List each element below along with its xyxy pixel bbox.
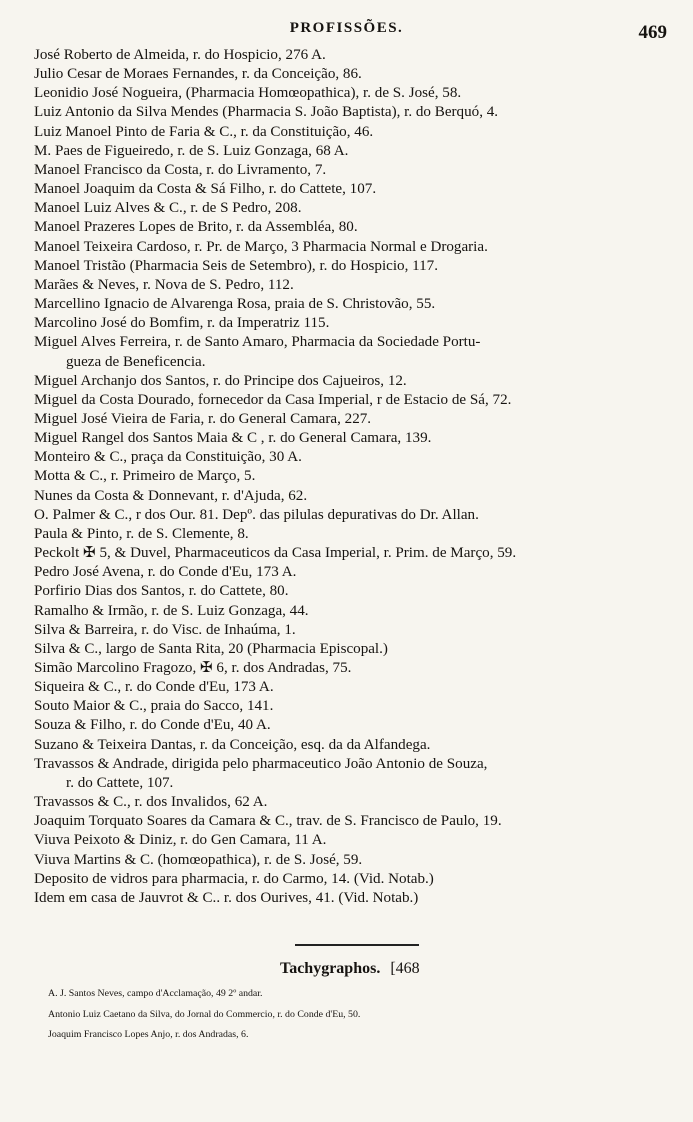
list-item: Luiz Manoel Pinto de Faria & C., r. da Constituição, 46. — [34, 123, 374, 140]
list-item: O. Palmer & C., r dos Our. 81. Depº. das pilulas depurativas do Dr. Allan. — [34, 506, 479, 523]
list-item: Manoel Luiz Alves & C., r. de S Pedro, 208. — [34, 200, 302, 217]
page-number: 469 — [638, 22, 667, 43]
list-item: Miguel Archanjo dos Santos, r. do Principe dos Cajueiros, 12. — [34, 372, 407, 389]
section-entry-list — [48, 984, 688, 1046]
section-reference: [468 — [390, 960, 420, 977]
page-title: PROFISSÕES. — [289, 20, 404, 36]
list-item-continuation: r. do Cattete, 107. — [66, 774, 174, 791]
list-item: Souza & Filho, r. do Conde d'Eu, 40 A. — [34, 717, 271, 734]
list-item: Travassos & Andrade, dirigida pelo pharmaceutico João Antonio de Souza, — [34, 755, 488, 772]
list-item: Nunes da Costa & Donnevant, r. d'Ajuda, 62. — [34, 487, 308, 504]
list-item: Marães & Neves, r. Nova de S. Pedro, 112. — [34, 276, 294, 293]
list-item: Souto Maior & C., praia do Sacco, 141. — [34, 698, 274, 715]
list-item: Pedro José Avena, r. do Conde d'Eu, 173 A. — [34, 564, 297, 581]
list-item: Deposito de vidros para pharmacia, r. do Carmo, 14. (Vid. Notab.) — [34, 870, 434, 887]
list-item: Porfirio Dias dos Santos, r. do Cattete, 80. — [34, 583, 289, 600]
list-item: A. J. Santos Neves, campo d'Acclamação, 49 2º andar. — [48, 988, 263, 999]
section-divider — [295, 944, 419, 946]
section-heading — [280, 960, 420, 978]
list-item: Viuva Martins & C. (homœopathica), r. de S. José, 59. — [34, 851, 363, 868]
list-item: Monteiro & C., praça da Constituição, 30 A. — [34, 449, 302, 466]
list-item: Manoel Tristão (Pharmacia Seis de Setembro), r. do Hospicio, 117. — [34, 257, 438, 274]
list-item: Miguel Rangel dos Santos Maia & C , r. do General Camara, 139. — [34, 430, 432, 447]
list-item-continuation: gueza de Beneficencia. — [66, 353, 206, 370]
list-item: Miguel Alves Ferreira, r. de Santo Amaro, Pharmacia da Sociedade Portu- — [34, 334, 481, 351]
list-item: Siqueira & C., r. do Conde d'Eu, 173 A. — [34, 679, 274, 696]
list-item: Leonidio José Nogueira, (Pharmacia Homœopathica), r. de S. José, 58. — [34, 85, 462, 102]
section-title: Tachygraphos. — [280, 960, 381, 977]
list-item: Peckolt ✠ 5, & Duvel, Pharmaceuticos da Casa Imperial, r. Prim. de Março, 59. — [34, 545, 517, 562]
list-item: Manoel Prazeres Lopes de Brito, r. da Assembléa, 80. — [34, 219, 358, 236]
list-item: Manoel Teixeira Cardoso, r. Pr. de Março, 3 Pharmacia Normal e Drogaria. — [34, 238, 488, 255]
list-item: Viuva Peixoto & Diniz, r. do Gen Camara, 11 A. — [34, 832, 327, 849]
list-item: José Roberto de Almeida, r. do Hospicio, 276 A. — [34, 47, 326, 63]
list-item: M. Paes de Figueiredo, r. de S. Luiz Gonzaga, 68 A. — [34, 142, 349, 159]
list-item: Manoel Joaquim da Costa & Sá Filho, r. do Cattete, 107. — [34, 181, 377, 198]
list-item: Idem em casa de Jauvrot & C.. r. dos Ourives, 41. (Vid. Notab.) — [34, 889, 419, 906]
list-item: Motta & C., r. Primeiro de Março, 5. — [34, 468, 256, 485]
list-item: Joaquim Torquato Soares da Camara & C., trav. de S. Francisco de Paulo, 19. — [34, 813, 502, 830]
list-item: Marcellino Ignacio de Alvarenga Rosa, praia de S. Christovão, 55. — [34, 296, 436, 313]
list-item: Silva & Barreira, r. do Visc. de Inhaúma, 1. — [34, 621, 296, 638]
list-item: Antonio Luiz Caetano da Silva, do Jornal do Commercio, r. do Conde d'Eu, 50. — [48, 1008, 361, 1020]
list-item: Paula & Pinto, r. de S. Clemente, 8. — [34, 525, 249, 542]
list-item: Travassos & C., r. dos Invalidos, 62 A. — [34, 794, 268, 811]
list-item: Miguel da Costa Dourado, fornecedor da Casa Imperial, r de Estacio de Sá, 72. — [34, 391, 512, 408]
list-item: Julio Cesar de Moraes Fernandes, r. da Conceição, 86. — [34, 66, 362, 83]
list-item: Manoel Francisco da Costa, r. do Livramento, 7. — [34, 161, 327, 178]
list-item: Joaquim Francisco Lopes Anjo, r. dos Andradas, 6. — [48, 1029, 249, 1040]
list-item: Miguel José Vieira de Faria, r. do General Camara, 227. — [34, 410, 372, 427]
list-item: Marcolino José do Bomfim, r. da Imperatriz 115. — [34, 315, 330, 332]
list-item: Silva & C., largo de Santa Rita, 20 (Pharmacia Episcopal.) — [34, 640, 388, 657]
entry-list — [34, 46, 674, 908]
list-item: Luiz Antonio da Silva Mendes (Pharmacia S. João Baptista), r. do Berquó, 4. — [34, 104, 499, 121]
list-item: Ramalho & Irmão, r. de S. Luiz Gonzaga, 44. — [34, 602, 309, 619]
list-item: Simão Marcolino Fragozo, ✠ 6, r. dos Andradas, 75. — [34, 660, 352, 676]
list-item: Suzano & Teixeira Dantas, r. da Conceição, esq. da da Alfandega. — [34, 736, 431, 753]
